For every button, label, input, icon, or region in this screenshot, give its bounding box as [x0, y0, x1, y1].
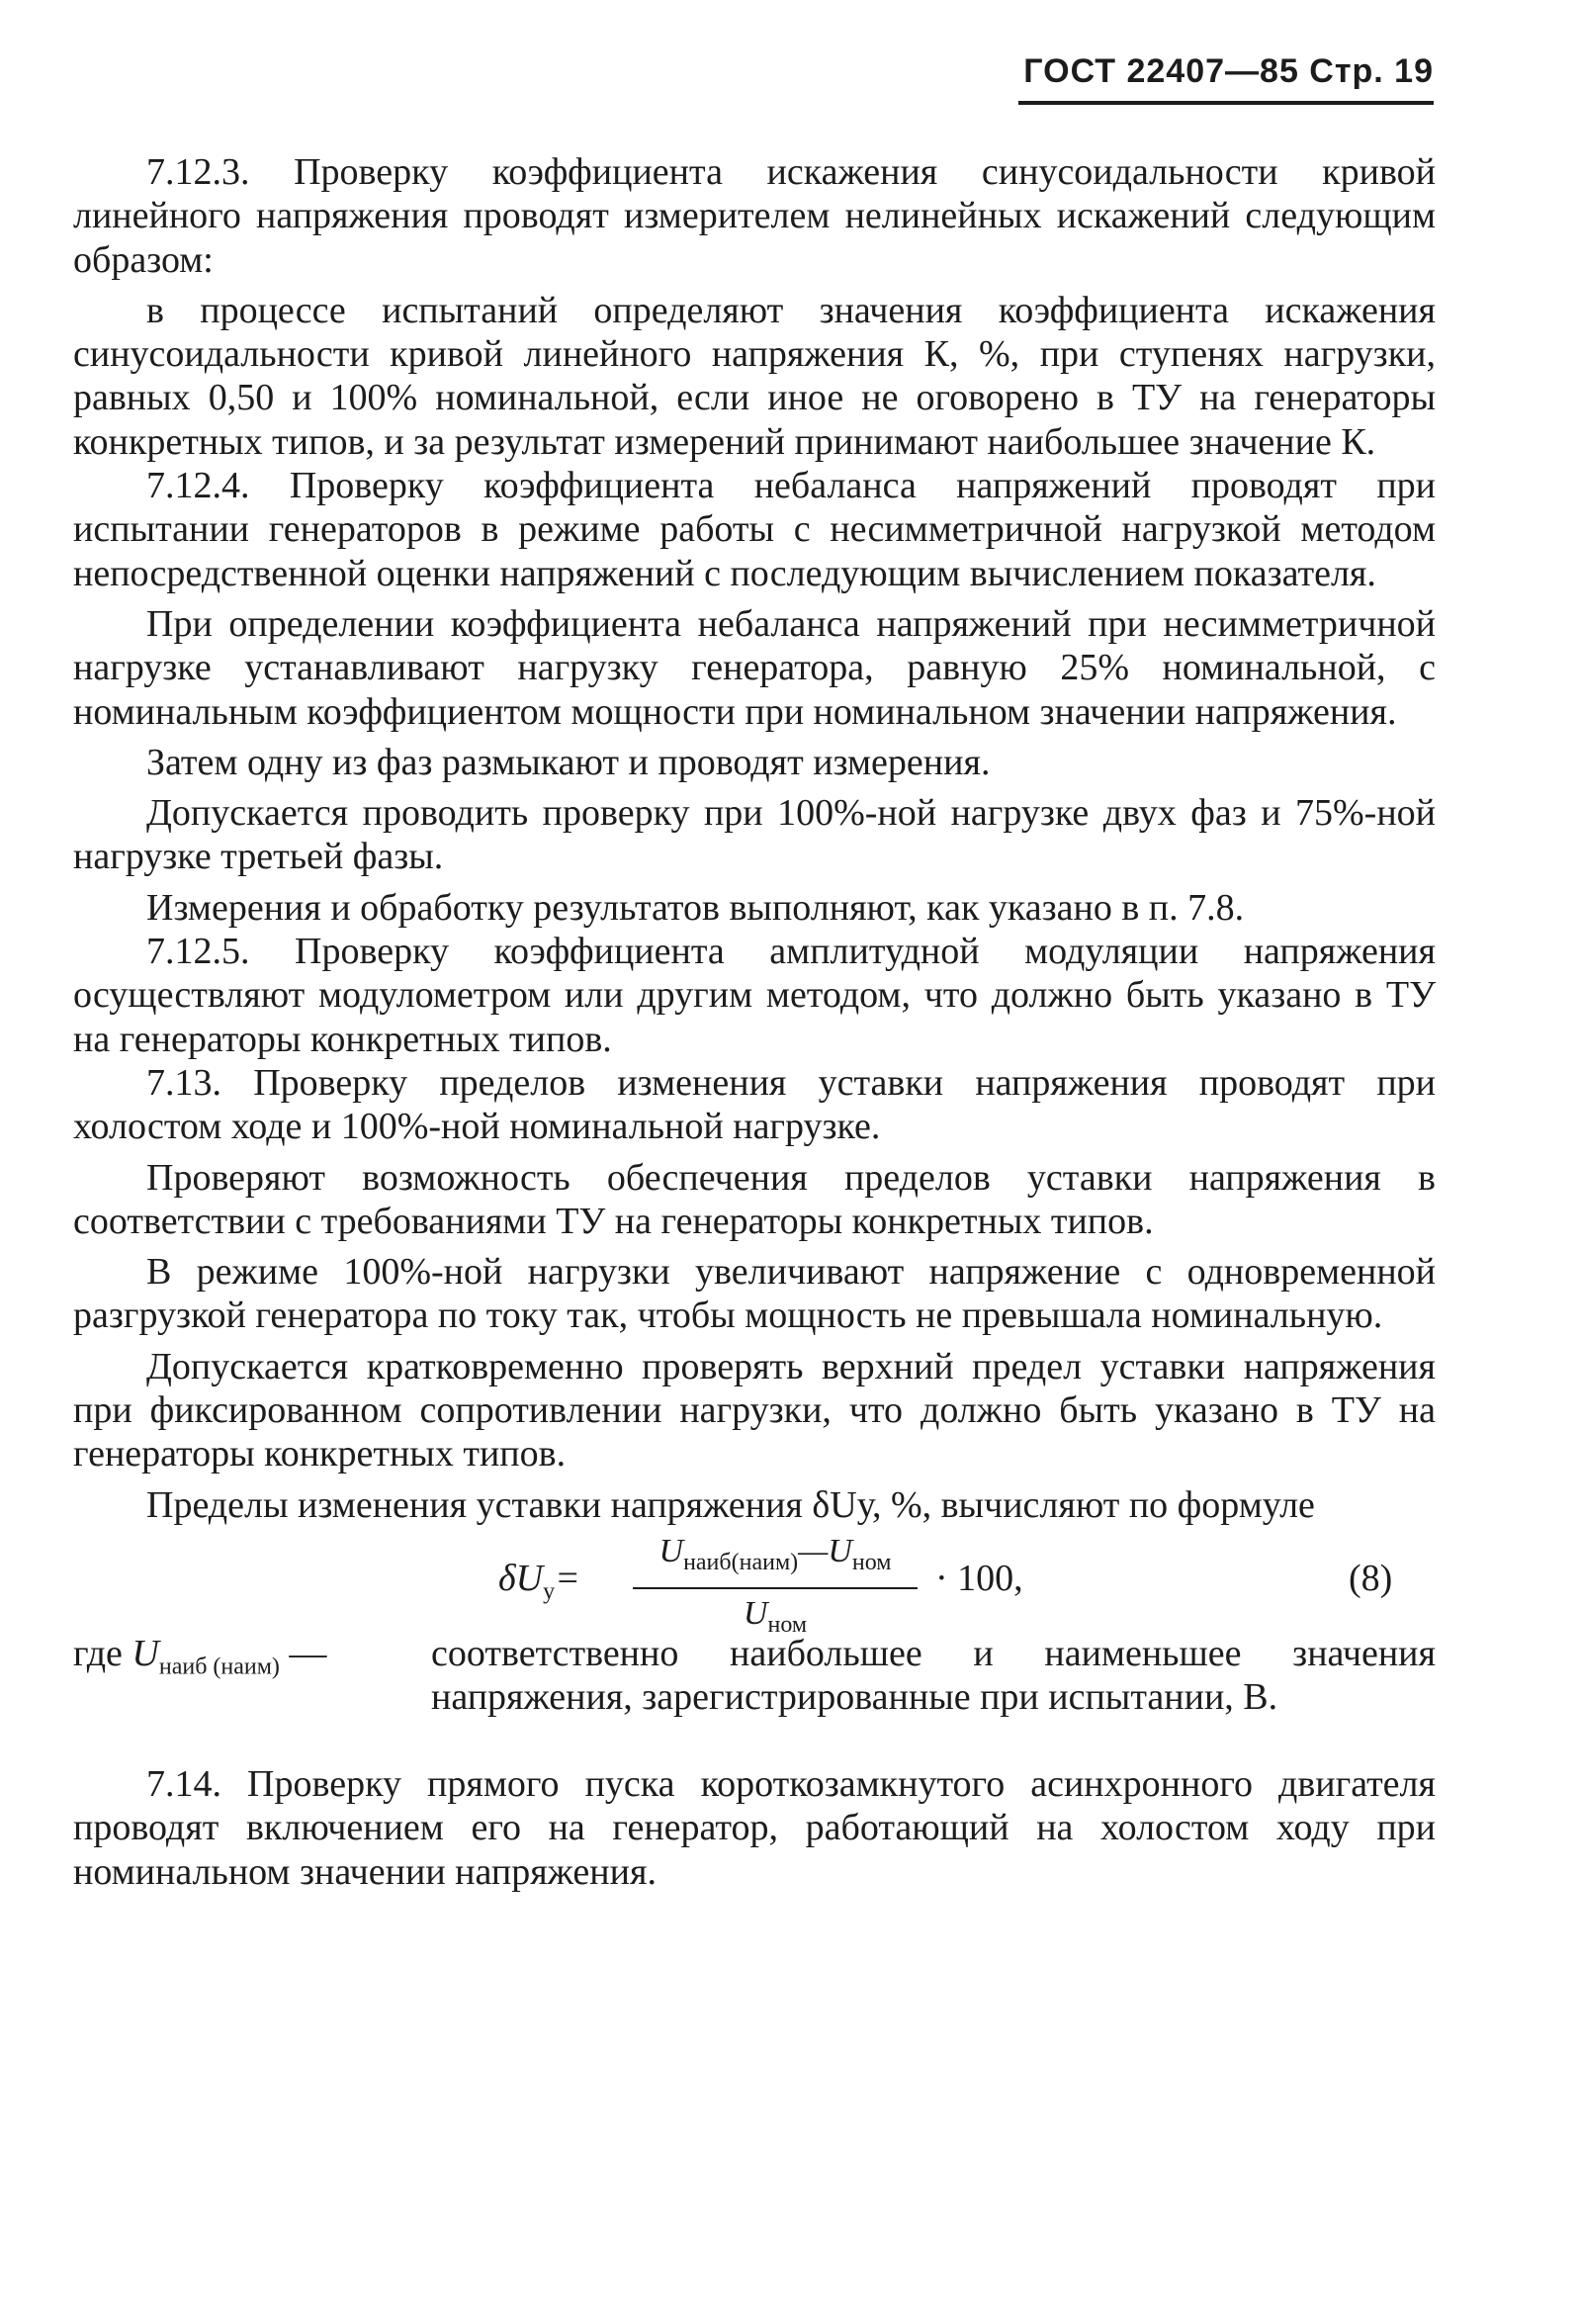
where-lead: где: [73, 1632, 123, 1674]
numerator-minus: —: [798, 1532, 829, 1569]
where-dash: —: [289, 1632, 327, 1674]
explanation-term: [73, 1632, 326, 1689]
paragraph-distortion-procedure: в процессе испытаний определяют значения коэффициента искажения синусоидальности кривой линейного напряжения К, %, при ступенях нагрузки, равных 0,50 и 100% номинальной, если иное не оговорено в ТУ на генераторы конкретных типов, и за результат измерений принимают наибольшее значение К.: [73, 289, 1436, 463]
paragraph-measurement-processing: Измерения и обработку результатов выполняют, как указано в п. 7.8.: [146, 886, 1245, 929]
formula-numerator: [627, 1529, 923, 1585]
formula-fraction: [627, 1529, 923, 1648]
paragraph-allowed-load: Допускается проводить проверку при 100%-ной нагрузке двух фаз и 75%-ной нагрузке третьей фазы.: [73, 792, 1436, 878]
header-text: ГОСТ 22407—85 Стр. 19: [1023, 52, 1434, 90]
paragraph-full-load-mode: В режиме 100%-ной нагрузки увеличивают напряжение с одновременной разгрузкой генератора по току так, чтобы мощность не превышала номинальную.: [73, 1251, 1436, 1337]
fraction-bar: [633, 1587, 918, 1589]
paragraph-unbalance-load: При определении коэффициента небаланса напряжений при несимметричной нагрузке устанавливают нагрузку генератора, равную 25% номинальной, с номинальным коэффициентом мощности при номинальном значении напряжения.: [73, 602, 1436, 733]
paragraph-7-13: 7.13. Проверку пределов изменения уставки напряжения проводят при холостом ходе и 100%-ной номинальной нагрузке.: [73, 1061, 1436, 1148]
document-body: [73, 150, 1436, 1894]
paragraph-phase-open: Затем одну из фаз размыкают и проводят измерения.: [146, 741, 991, 783]
explanation-definition: соответственно наибольшее и наименьшее значения напряжения, зарегистрированные при испытании, В.: [431, 1632, 1436, 1719]
formula-8: [73, 1529, 1436, 1638]
formula-equals: =: [555, 1557, 580, 1599]
where-sub: наиб (наим): [158, 1654, 280, 1680]
formula-multiplier: · 100,: [935, 1557, 1023, 1599]
paragraph-formula-intro: Пределы изменения уставки напряжения δUу, %, вычисляют по формуле: [146, 1483, 1315, 1526]
numerator-symbol-2: U: [828, 1532, 852, 1569]
formula-explanation: [73, 1632, 1436, 1762]
page-header: [1018, 45, 1434, 105]
numerator-sub: наиб(наим): [683, 1549, 799, 1575]
numerator-sub-2: ном: [851, 1549, 892, 1575]
where-symbol: U: [132, 1632, 159, 1674]
numerator-symbol: U: [658, 1532, 684, 1569]
paragraph-short-check: Допускается кратковременно проверять верхний предел уставки напряжения при фиксированном сопротивлении нагрузки, что должно быть указано в ТУ на генераторы конкретных типов.: [73, 1345, 1436, 1475]
paragraph-setpoint-check: Проверяют возможность обеспечения пределов уставки напряжения в соответствии с требованиями ТУ на генераторы конкретных типов.: [73, 1156, 1436, 1242]
paragraph-7-14: 7.14. Проверку прямого пуска короткозамкнутого асинхронного двигателя проводят включением его на генератор, работающий на холостом ходу при номинальном значении напряжения.: [73, 1762, 1436, 1893]
paragraph-7-12-5: 7.12.5. Проверку коэффициента амплитудной модуляции напряжения осуществляют модулометром или другим методом, что должно быть указано в ТУ на генераторы конкретных типов.: [73, 931, 1436, 1060]
denominator-symbol: U: [743, 1594, 768, 1632]
paragraph-7-12-4: 7.12.4. Проверку коэффициента небаланса напряжений проводят при испытании генераторов в режиме работы с несимметричной нагрузкой методом непосредственной оценки напряжений с последующим вычислением показателя.: [73, 465, 1436, 594]
formula-lhs: [498, 1557, 580, 1614]
formula-number: (8): [1349, 1557, 1393, 1599]
paragraph-7-12-3: 7.12.3. Проверку коэффициента искажения синусоидальности кривой линейного напряжения проводят измерителем нелинейных искажений следующим образом:: [73, 151, 1436, 281]
formula-lhs-sub: у: [543, 1578, 556, 1605]
formula-lhs-symbol: δU: [498, 1557, 544, 1599]
denominator-sub: ном: [767, 1611, 808, 1638]
